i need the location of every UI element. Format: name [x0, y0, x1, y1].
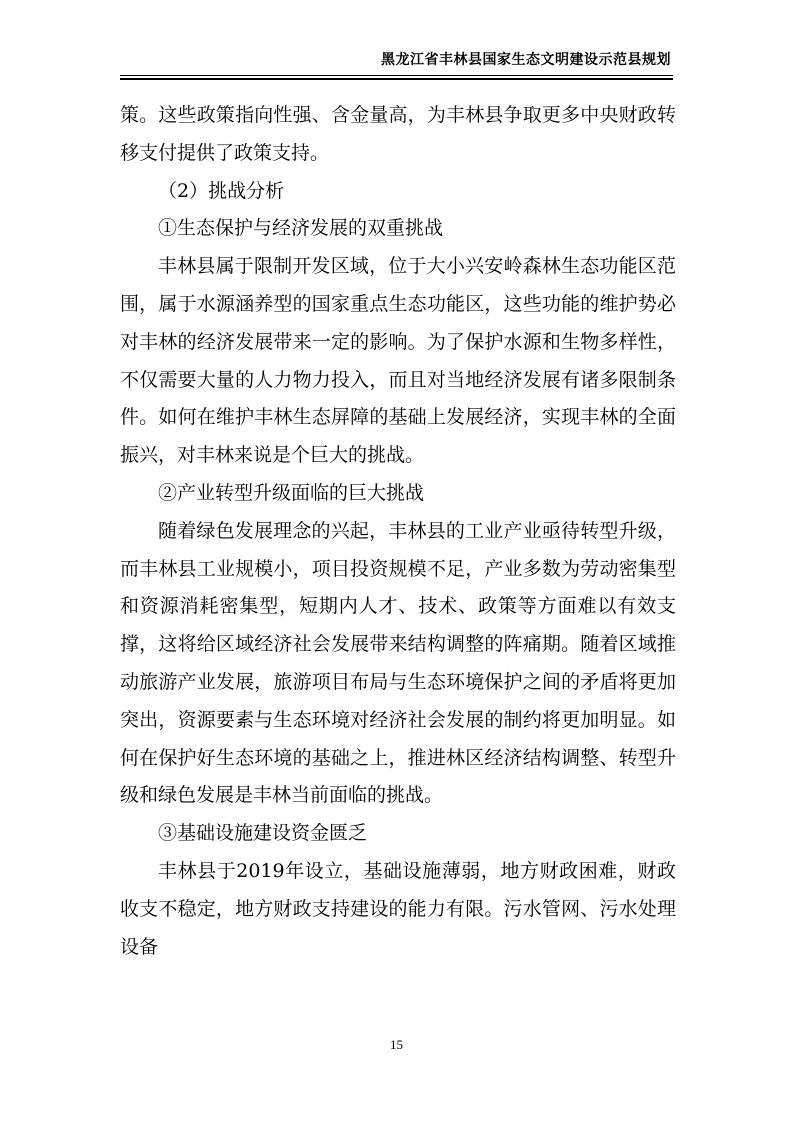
page-number: 15 [390, 1037, 403, 1052]
paragraph-infrastructure-funding: 丰林县于2019年设立，基础设施薄弱，地方财政困难，财政收支不稳定，地方财政支持建设的能力有限。污水管网、污水处理设备 [120, 859, 676, 958]
subheading-ecology-economy: ①生态保护与经济发展的双重挑战 [158, 217, 444, 240]
section-heading-challenge-analysis: （2）挑战分析 [158, 179, 285, 202]
paragraph-ecology-economy: 丰林县属于限制开发区域，位于大小兴安岭森林生态功能区范围，属于水源涵养型的国家重点生态功能区，这些功能的维护势必对丰林的经济发展带来一定的影响。为了保护水源和生物多样性，不仅需要大量的人力物力投入，而且对当地经济发展有诸多限制条件。如何在维护丰林生态屏障的基础上发展经济，实现丰林的全面振兴，对丰林来说是个巨大的挑战。 [120, 255, 676, 467]
paragraph-industry-transformation: 随着绿色发展理念的兴起，丰林县的工业产业亟待转型升级，而丰林县工业规模小，项目投资规模不足，产业多数为劳动密集型和资源消耗密集型，短期内人才、技术、政策等方面难以有效支撑，这将给区域经济社会发展带来结构调整的阵痛期。随着区域推动旅游产业发展，旅游项目布局与生态环境保护之间的矛盾将更加突出，资源要素与生态环境对经济社会发展的制约将更加明显。如何在保护好生态环境的基础之上，推进林区经济结构调整、转型升级和绿色发展是丰林当前面临的挑战。 [120, 519, 676, 807]
header-rule [120, 75, 673, 76]
subheading-infrastructure-funding: ③基础设施建设资金匮乏 [158, 822, 368, 845]
header-rule-thick [120, 78, 673, 80]
running-header-title: 黑龙江省丰林县国家生态文明建设示范县规划 [381, 52, 671, 68]
subheading-industry-transformation: ②产业转型升级面临的巨大挑战 [158, 481, 425, 504]
body-text [120, 97, 676, 966]
paragraph-continuation: 策。这些政策指向性强、含金量高，为丰林县争取更多中央财政转移支付提供了政策支持。 [120, 104, 676, 164]
